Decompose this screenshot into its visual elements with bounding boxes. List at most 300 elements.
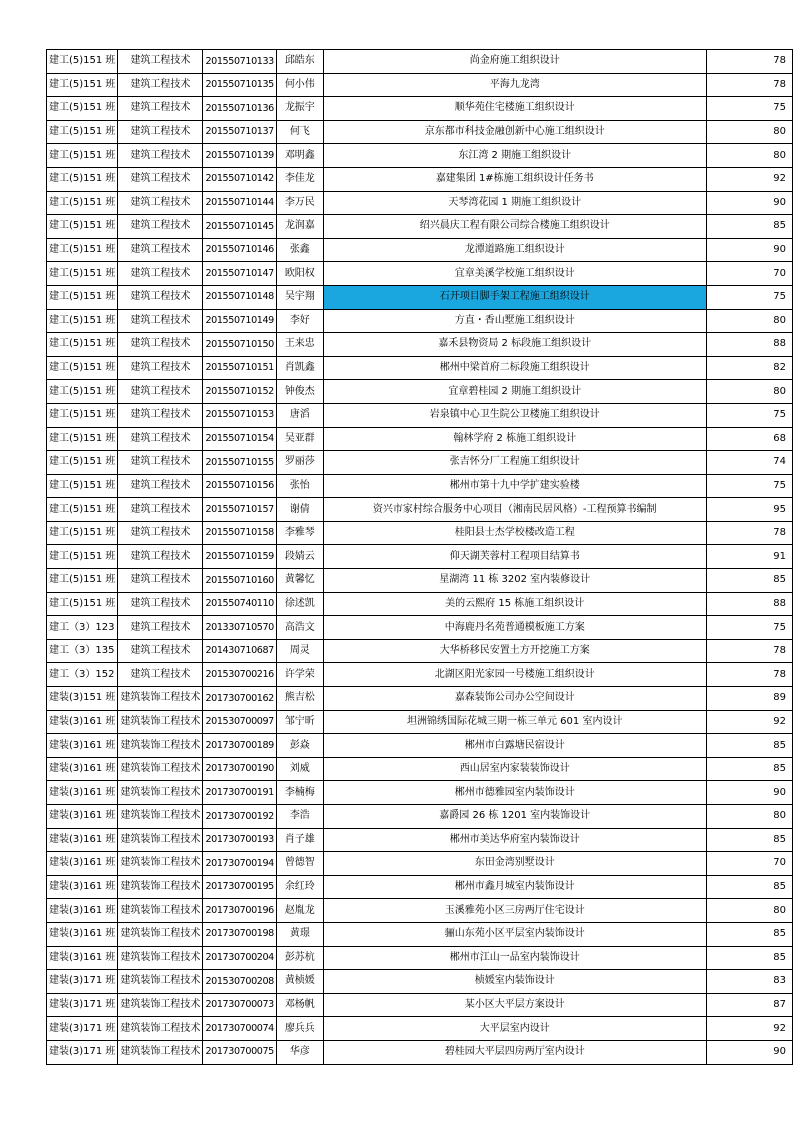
- class-cell: 建装(3)171 班: [47, 993, 118, 1017]
- major-cell: 建筑装饰工程技术: [118, 899, 203, 923]
- student-name-cell: 廖兵兵: [276, 1017, 323, 1041]
- student-id-cell: 201730700198: [203, 922, 276, 946]
- class-cell: 建装(3)171 班: [47, 970, 118, 994]
- student-id-cell: 201330710570: [203, 616, 276, 640]
- student-name-cell: 华彦: [276, 1040, 323, 1064]
- class-cell: 建装(3)151 班: [47, 687, 118, 711]
- student-id-cell: 201530700208: [203, 970, 276, 994]
- table-row: [47, 521, 793, 545]
- score-cell: 92: [706, 710, 792, 734]
- major-cell: 建筑装饰工程技术: [118, 828, 203, 852]
- student-name-cell: 张鑫: [276, 238, 323, 262]
- table-row: [47, 215, 793, 239]
- score-cell: 92: [706, 167, 792, 191]
- student-id-cell: 201730700074: [203, 1017, 276, 1041]
- major-cell: 建筑工程技术: [118, 380, 203, 404]
- table-row: [47, 238, 793, 262]
- score-cell: 78: [706, 663, 792, 687]
- project-title-cell: 美的云熙府 15 栋施工组织设计: [323, 592, 706, 616]
- student-name-cell: 罗丽莎: [276, 451, 323, 475]
- student-name-cell: 李佳龙: [276, 167, 323, 191]
- class-cell: 建装(3)161 班: [47, 710, 118, 734]
- class-cell: 建工(5)151 班: [47, 427, 118, 451]
- project-title-cell: 方直・香山墅施工组织设计: [323, 309, 706, 333]
- student-name-cell: 欧阳权: [276, 262, 323, 286]
- score-cell: 78: [706, 50, 792, 74]
- project-title-cell: 桂阳县士杰学校楼改造工程: [323, 521, 706, 545]
- table-row: [47, 427, 793, 451]
- student-id-cell: 201730700204: [203, 946, 276, 970]
- student-name-cell: 唐滔: [276, 403, 323, 427]
- student-name-cell: 高浩文: [276, 616, 323, 640]
- student-id-cell: 201730700162: [203, 687, 276, 711]
- project-title-cell: 郴州市第十九中学扩建实验楼: [323, 474, 706, 498]
- major-cell: 建筑装饰工程技术: [118, 1017, 203, 1041]
- score-cell: 95: [706, 498, 792, 522]
- table-row: [47, 167, 793, 191]
- project-title-cell: 京东都市科技金融创新中心施工组织设计: [323, 120, 706, 144]
- major-cell: 建筑工程技术: [118, 238, 203, 262]
- student-id-cell: 201550710142: [203, 167, 276, 191]
- class-cell: 建工（3）123: [47, 616, 118, 640]
- class-cell: 建装(3)161 班: [47, 899, 118, 923]
- major-cell: 建筑工程技术: [118, 97, 203, 121]
- major-cell: 建筑装饰工程技术: [118, 805, 203, 829]
- student-id-cell: 201430710687: [203, 639, 276, 663]
- student-name-cell: 王来忠: [276, 333, 323, 357]
- student-id-cell: 201550710158: [203, 521, 276, 545]
- student-id-cell: 201550710152: [203, 380, 276, 404]
- class-cell: 建装(3)161 班: [47, 828, 118, 852]
- class-cell: 建工(5)151 班: [47, 474, 118, 498]
- project-title-cell: 郴州中梁首府二标段施工组织设计: [323, 356, 706, 380]
- score-cell: 74: [706, 451, 792, 475]
- student-name-cell: 段婧云: [276, 545, 323, 569]
- class-cell: 建工(5)151 班: [47, 120, 118, 144]
- score-cell: 91: [706, 545, 792, 569]
- table-row: [47, 592, 793, 616]
- major-cell: 建筑工程技术: [118, 167, 203, 191]
- class-cell: 建装(3)171 班: [47, 1017, 118, 1041]
- student-id-cell: 201550710149: [203, 309, 276, 333]
- student-id-cell: 201730700193: [203, 828, 276, 852]
- project-title-cell: 西山居室内家装装饰设计: [323, 757, 706, 781]
- project-title-cell: 石开项目脚手架工程施工组织设计: [323, 285, 706, 309]
- project-title-cell: 碧桂园大平层四房两厅室内设计: [323, 1040, 706, 1064]
- table-row: [47, 73, 793, 97]
- class-cell: 建工(5)151 班: [47, 521, 118, 545]
- student-id-cell: 201550710154: [203, 427, 276, 451]
- student-name-cell: 龙振宇: [276, 97, 323, 121]
- major-cell: 建筑装饰工程技术: [118, 1040, 203, 1064]
- score-cell: 80: [706, 805, 792, 829]
- student-id-cell: 201730700190: [203, 757, 276, 781]
- student-name-cell: 许学荣: [276, 663, 323, 687]
- student-name-cell: 龙润嘉: [276, 215, 323, 239]
- student-name-cell: 何小伟: [276, 73, 323, 97]
- table-row: [47, 852, 793, 876]
- score-cell: 85: [706, 757, 792, 781]
- student-name-cell: 彭苏杭: [276, 946, 323, 970]
- student-name-cell: 彭焱: [276, 734, 323, 758]
- project-title-cell: 嘉建集团 1#栋施工组织设计任务书: [323, 167, 706, 191]
- student-id-cell: 201550710155: [203, 451, 276, 475]
- table-row: [47, 191, 793, 215]
- student-name-cell: 余红玲: [276, 875, 323, 899]
- score-cell: 78: [706, 73, 792, 97]
- score-cell: 85: [706, 828, 792, 852]
- student-name-cell: 吴宇翔: [276, 285, 323, 309]
- class-cell: 建工(5)151 班: [47, 167, 118, 191]
- major-cell: 建筑工程技术: [118, 451, 203, 475]
- class-cell: 建工(5)151 班: [47, 97, 118, 121]
- score-cell: 78: [706, 639, 792, 663]
- table-row: [47, 946, 793, 970]
- major-cell: 建筑装饰工程技术: [118, 710, 203, 734]
- table-row: [47, 474, 793, 498]
- score-cell: 90: [706, 781, 792, 805]
- score-cell: 70: [706, 852, 792, 876]
- major-cell: 建筑工程技术: [118, 356, 203, 380]
- table-row: [47, 451, 793, 475]
- score-cell: 75: [706, 285, 792, 309]
- table-row: [47, 710, 793, 734]
- class-cell: 建工(5)151 班: [47, 215, 118, 239]
- student-id-cell: 201730700194: [203, 852, 276, 876]
- score-cell: 85: [706, 569, 792, 593]
- class-cell: 建工(5)151 班: [47, 50, 118, 74]
- student-name-cell: 肖子雄: [276, 828, 323, 852]
- major-cell: 建筑工程技术: [118, 474, 203, 498]
- score-cell: 80: [706, 899, 792, 923]
- major-cell: 建筑工程技术: [118, 569, 203, 593]
- score-cell: 68: [706, 427, 792, 451]
- student-name-cell: 曾德智: [276, 852, 323, 876]
- score-cell: 90: [706, 238, 792, 262]
- class-cell: 建工(5)151 班: [47, 403, 118, 427]
- major-cell: 建筑工程技术: [118, 191, 203, 215]
- major-cell: 建筑装饰工程技术: [118, 734, 203, 758]
- student-name-cell: 邹宁昕: [276, 710, 323, 734]
- project-title-cell: 翰林学府 2 栋施工组织设计: [323, 427, 706, 451]
- project-title-cell: 张吉怀分厂工程施工组织设计: [323, 451, 706, 475]
- score-cell: 80: [706, 120, 792, 144]
- table-row: [47, 97, 793, 121]
- class-cell: 建工(5)151 班: [47, 285, 118, 309]
- project-title-cell: 桢媛室内装饰设计: [323, 970, 706, 994]
- table-row: [47, 380, 793, 404]
- major-cell: 建筑工程技术: [118, 144, 203, 168]
- student-id-cell: 201730700075: [203, 1040, 276, 1064]
- class-cell: 建工(5)151 班: [47, 238, 118, 262]
- project-title-cell: 星湖湾 11 栋 3202 室内装修设计: [323, 569, 706, 593]
- table-row: [47, 333, 793, 357]
- major-cell: 建筑工程技术: [118, 403, 203, 427]
- score-cell: 90: [706, 1040, 792, 1064]
- major-cell: 建筑装饰工程技术: [118, 922, 203, 946]
- major-cell: 建筑工程技术: [118, 616, 203, 640]
- class-cell: 建装(3)161 班: [47, 805, 118, 829]
- project-title-cell: 大华桥移民安置土方开挖施工方案: [323, 639, 706, 663]
- student-name-cell: 赵胤龙: [276, 899, 323, 923]
- project-title-cell: 绍兴晨庆工程有限公司综合楼施工组织设计: [323, 215, 706, 239]
- class-cell: 建工(5)151 班: [47, 451, 118, 475]
- score-cell: 85: [706, 215, 792, 239]
- major-cell: 建筑工程技术: [118, 50, 203, 74]
- table-row: [47, 545, 793, 569]
- score-cell: 88: [706, 333, 792, 357]
- project-title-cell: 平海九龙湾: [323, 73, 706, 97]
- student-name-cell: 邓杨帆: [276, 993, 323, 1017]
- major-cell: 建筑工程技术: [118, 498, 203, 522]
- student-name-cell: 刘威: [276, 757, 323, 781]
- class-cell: 建工（3）152: [47, 663, 118, 687]
- major-cell: 建筑工程技术: [118, 285, 203, 309]
- student-id-cell: 201550710159: [203, 545, 276, 569]
- student-id-cell: 201550710156: [203, 474, 276, 498]
- student-id-cell: 201550710146: [203, 238, 276, 262]
- project-title-cell: 东江湾 2 期施工组织设计: [323, 144, 706, 168]
- class-cell: 建工(5)151 班: [47, 144, 118, 168]
- student-id-cell: 201550710147: [203, 262, 276, 286]
- student-id-cell: 201550710150: [203, 333, 276, 357]
- student-name-cell: 吴亚群: [276, 427, 323, 451]
- table-row: [47, 734, 793, 758]
- class-cell: 建装(3)161 班: [47, 946, 118, 970]
- table-body: [47, 50, 793, 1065]
- student-id-cell: 201550710144: [203, 191, 276, 215]
- student-name-cell: 邓明鑫: [276, 144, 323, 168]
- score-cell: 78: [706, 521, 792, 545]
- class-cell: 建工（3）135: [47, 639, 118, 663]
- major-cell: 建筑装饰工程技术: [118, 946, 203, 970]
- major-cell: 建筑工程技术: [118, 663, 203, 687]
- score-cell: 85: [706, 922, 792, 946]
- project-title-cell: 郴州市鑫月城室内装饰设计: [323, 875, 706, 899]
- class-cell: 建装(3)161 班: [47, 922, 118, 946]
- score-cell: 75: [706, 97, 792, 121]
- major-cell: 建筑工程技术: [118, 521, 203, 545]
- student-id-cell: 201550710153: [203, 403, 276, 427]
- class-cell: 建工(5)151 班: [47, 309, 118, 333]
- student-id-cell: 201730700195: [203, 875, 276, 899]
- table-row: [47, 569, 793, 593]
- major-cell: 建筑装饰工程技术: [118, 875, 203, 899]
- score-cell: 85: [706, 734, 792, 758]
- project-title-cell: 郴州市白露塘民宿设计: [323, 734, 706, 758]
- project-title-cell: 嘉森装饰公司办公空间设计: [323, 687, 706, 711]
- major-cell: 建筑工程技术: [118, 120, 203, 144]
- student-id-cell: 201550710137: [203, 120, 276, 144]
- score-cell: 82: [706, 356, 792, 380]
- class-cell: 建工(5)151 班: [47, 380, 118, 404]
- student-name-cell: 钟俊杰: [276, 380, 323, 404]
- score-cell: 85: [706, 946, 792, 970]
- major-cell: 建筑工程技术: [118, 639, 203, 663]
- class-cell: 建装(3)161 班: [47, 852, 118, 876]
- project-title-cell: 北湖区阳光家园一号楼施工组织设计: [323, 663, 706, 687]
- student-id-cell: 201550710160: [203, 569, 276, 593]
- score-cell: 85: [706, 875, 792, 899]
- major-cell: 建筑工程技术: [118, 545, 203, 569]
- student-name-cell: 李好: [276, 309, 323, 333]
- class-cell: 建工(5)151 班: [47, 262, 118, 286]
- table-row: [47, 639, 793, 663]
- class-cell: 建装(3)161 班: [47, 757, 118, 781]
- score-cell: 80: [706, 380, 792, 404]
- table-row: [47, 663, 793, 687]
- student-id-cell: 201550710135: [203, 73, 276, 97]
- project-title-cell: 郴州市美达华府室内装饰设计: [323, 828, 706, 852]
- table-row: [47, 922, 793, 946]
- project-title-cell: 大平层室内设计: [323, 1017, 706, 1041]
- student-name-cell: 黄璟: [276, 922, 323, 946]
- student-name-cell: 肖凯鑫: [276, 356, 323, 380]
- table-row: [47, 285, 793, 309]
- student-id-cell: 201530700097: [203, 710, 276, 734]
- project-title-cell: 郴州市江山一品室内装饰设计: [323, 946, 706, 970]
- major-cell: 建筑工程技术: [118, 215, 203, 239]
- project-title-cell: 天琴湾花园 1 期施工组织设计: [323, 191, 706, 215]
- score-cell: 80: [706, 144, 792, 168]
- student-id-cell: 201730700073: [203, 993, 276, 1017]
- project-title-cell: 尚金府施工组织设计: [323, 50, 706, 74]
- class-cell: 建工(5)151 班: [47, 498, 118, 522]
- table-row: [47, 356, 793, 380]
- student-id-cell: 201730700189: [203, 734, 276, 758]
- table-row: [47, 498, 793, 522]
- table-row: [47, 805, 793, 829]
- student-id-cell: 201730700192: [203, 805, 276, 829]
- score-cell: 83: [706, 970, 792, 994]
- student-id-cell: 201550710151: [203, 356, 276, 380]
- class-cell: 建工(5)151 班: [47, 545, 118, 569]
- project-title-cell: 坦洲锦绣国际花城三期一栋三单元 601 室内设计: [323, 710, 706, 734]
- major-cell: 建筑工程技术: [118, 262, 203, 286]
- table-row: [47, 899, 793, 923]
- score-cell: 89: [706, 687, 792, 711]
- student-id-cell: 201550710157: [203, 498, 276, 522]
- table-row: [47, 1017, 793, 1041]
- project-title-cell: 宜章美溪学校施工组织设计: [323, 262, 706, 286]
- table-row: [47, 687, 793, 711]
- table-row: [47, 309, 793, 333]
- student-id-cell: 201550710139: [203, 144, 276, 168]
- class-cell: 建工(5)151 班: [47, 356, 118, 380]
- student-id-cell: 201530700216: [203, 663, 276, 687]
- table-row: [47, 993, 793, 1017]
- project-title-cell: 仰天湖芙蓉村工程项目结算书: [323, 545, 706, 569]
- table-row: [47, 757, 793, 781]
- table-row: [47, 1040, 793, 1064]
- table-row: [47, 120, 793, 144]
- major-cell: 建筑工程技术: [118, 73, 203, 97]
- student-name-cell: 何飞: [276, 120, 323, 144]
- major-cell: 建筑工程技术: [118, 427, 203, 451]
- score-cell: 92: [706, 1017, 792, 1041]
- student-name-cell: 谢倩: [276, 498, 323, 522]
- class-cell: 建装(3)161 班: [47, 734, 118, 758]
- student-name-cell: 李万民: [276, 191, 323, 215]
- student-name-cell: 黄馨忆: [276, 569, 323, 593]
- major-cell: 建筑工程技术: [118, 592, 203, 616]
- project-title-cell: 某小区大平层方案设计: [323, 993, 706, 1017]
- project-title-cell: 郴州市德雅园室内装饰设计: [323, 781, 706, 805]
- major-cell: 建筑装饰工程技术: [118, 687, 203, 711]
- class-cell: 建装(3)161 班: [47, 781, 118, 805]
- student-id-cell: 201550710136: [203, 97, 276, 121]
- project-title-cell: 东田金湾别墅设计: [323, 852, 706, 876]
- student-name-cell: 黄桢媛: [276, 970, 323, 994]
- score-cell: 75: [706, 403, 792, 427]
- score-cell: 75: [706, 616, 792, 640]
- project-title-cell: 嘉禾县物资局 2 标段施工组织设计: [323, 333, 706, 357]
- table-row: [47, 616, 793, 640]
- student-id-cell: 201550740110: [203, 592, 276, 616]
- student-name-cell: 徐述凯: [276, 592, 323, 616]
- project-title-cell: 龙潭道路施工组织设计: [323, 238, 706, 262]
- class-cell: 建装(3)171 班: [47, 1040, 118, 1064]
- major-cell: 建筑装饰工程技术: [118, 970, 203, 994]
- table-row: [47, 970, 793, 994]
- project-title-cell: 顺华苑住宅楼施工组织设计: [323, 97, 706, 121]
- student-id-cell: 201730700196: [203, 899, 276, 923]
- student-id-cell: 201550710145: [203, 215, 276, 239]
- student-id-cell: 201730700191: [203, 781, 276, 805]
- major-cell: 建筑工程技术: [118, 333, 203, 357]
- major-cell: 建筑装饰工程技术: [118, 757, 203, 781]
- student-id-cell: 201550710133: [203, 50, 276, 74]
- student-id-cell: 201550710148: [203, 285, 276, 309]
- score-cell: 75: [706, 474, 792, 498]
- project-title-cell: 资兴市家村综合服务中心项目（湘南民居风格）-工程预算书编制: [323, 498, 706, 522]
- class-cell: 建工(5)151 班: [47, 73, 118, 97]
- major-cell: 建筑工程技术: [118, 309, 203, 333]
- score-cell: 70: [706, 262, 792, 286]
- project-title-cell: 骊山东苑小区平层室内装饰设计: [323, 922, 706, 946]
- table-row: [47, 875, 793, 899]
- major-cell: 建筑装饰工程技术: [118, 993, 203, 1017]
- student-name-cell: 李楠梅: [276, 781, 323, 805]
- table-row: [47, 403, 793, 427]
- class-cell: 建工(5)151 班: [47, 569, 118, 593]
- project-title-cell: 宜章碧桂园 2 期施工组织设计: [323, 380, 706, 404]
- score-cell: 88: [706, 592, 792, 616]
- project-title-cell: 嘉爵园 26 栋 1201 室内装饰设计: [323, 805, 706, 829]
- class-cell: 建工(5)151 班: [47, 191, 118, 215]
- table-row: [47, 828, 793, 852]
- student-name-cell: 李雅琴: [276, 521, 323, 545]
- student-name-cell: 张怡: [276, 474, 323, 498]
- student-name-cell: 熊吉松: [276, 687, 323, 711]
- major-cell: 建筑装饰工程技术: [118, 852, 203, 876]
- table-row: [47, 262, 793, 286]
- score-cell: 87: [706, 993, 792, 1017]
- student-name-cell: 邱皓东: [276, 50, 323, 74]
- student-name-cell: 周灵: [276, 639, 323, 663]
- major-cell: 建筑装饰工程技术: [118, 781, 203, 805]
- project-title-cell: 岩泉镇中心卫生院公卫楼施工组织设计: [323, 403, 706, 427]
- student-name-cell: 李浩: [276, 805, 323, 829]
- project-title-cell: 中海鹿丹名苑普通模板施工方案: [323, 616, 706, 640]
- score-cell: 80: [706, 309, 792, 333]
- project-title-cell: 玉溪雅苑小区三房两厅住宅设计: [323, 899, 706, 923]
- class-cell: 建工(5)151 班: [47, 333, 118, 357]
- class-cell: 建工(5)151 班: [47, 592, 118, 616]
- class-cell: 建装(3)161 班: [47, 875, 118, 899]
- table-row: [47, 144, 793, 168]
- score-cell: 90: [706, 191, 792, 215]
